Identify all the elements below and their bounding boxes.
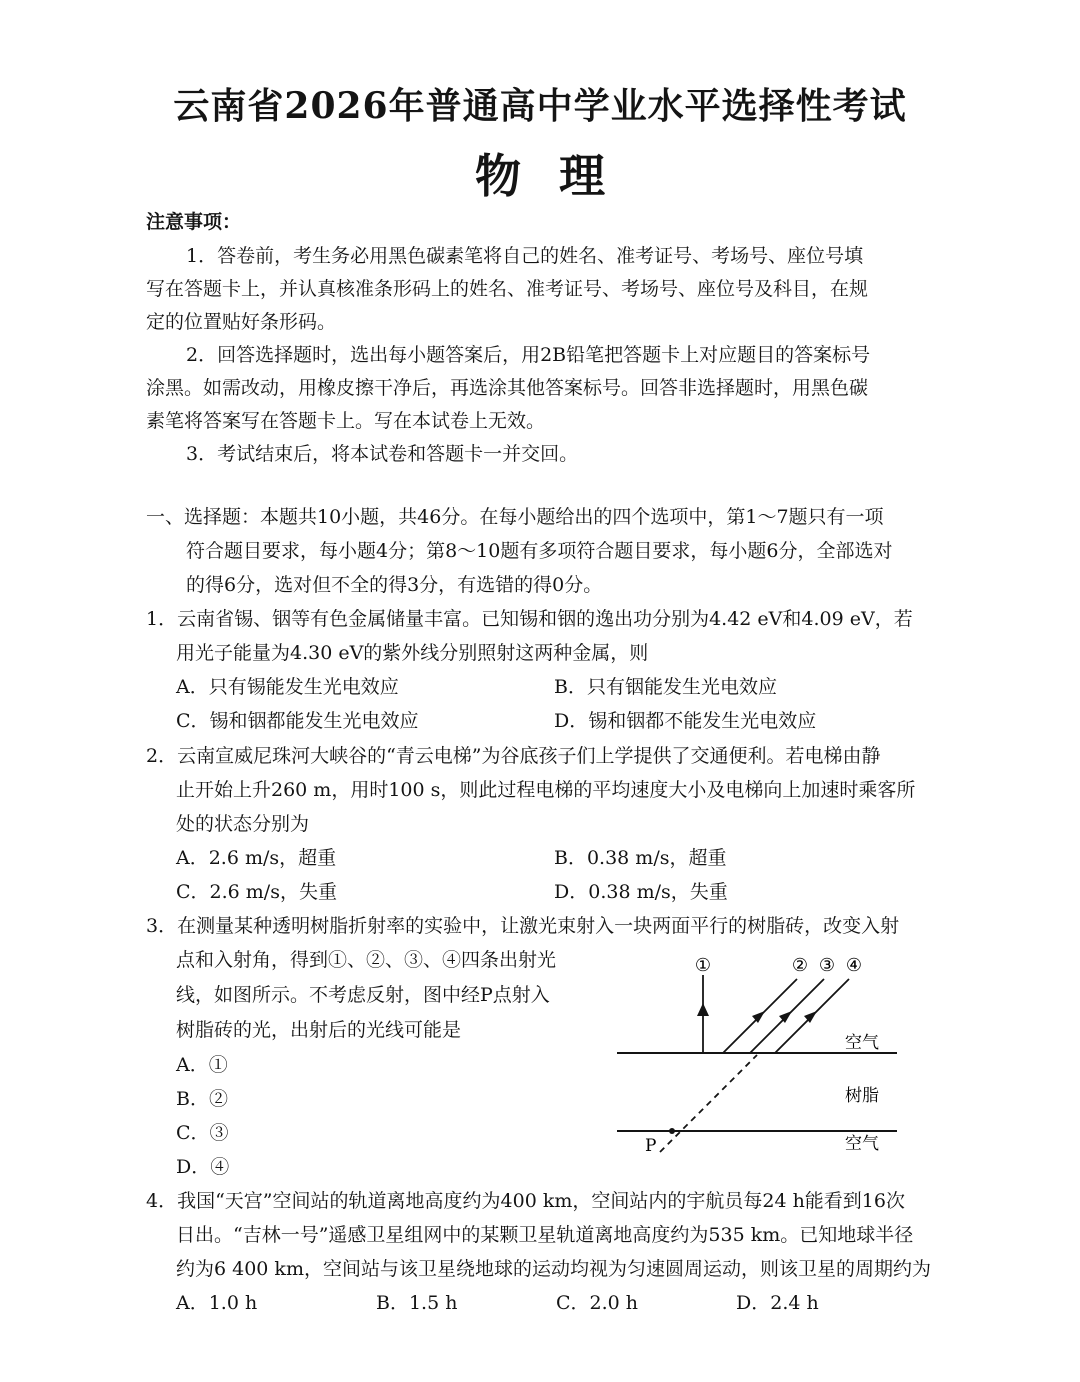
option-d[interactable]: D．锡和铟都不能发生光电效应 xyxy=(554,710,817,732)
ray-label-1: ① xyxy=(694,955,712,976)
exam-title: 云南省2026年普通高中学业水平选择性考试 xyxy=(173,85,907,127)
notice-heading: 注意事项： xyxy=(146,211,242,233)
notice-line: 涂黑。如需改动，用橡皮擦干净后，再选涂其他答案标号。回答非选择题时，用黑色碳 xyxy=(146,377,869,399)
incident-ray-dashed xyxy=(660,1055,757,1152)
option-b[interactable]: B．② xyxy=(176,1088,228,1110)
option-a[interactable]: A．只有锡能发生光电效应 xyxy=(176,676,399,698)
option-c[interactable]: C．③ xyxy=(176,1122,229,1144)
question-line: 处的状态分别为 xyxy=(176,813,310,835)
question-line: 4．我国“天宫”空间站的轨道离地高度约为400 km，空间站内的宇航员每24 h能看到16次 xyxy=(146,1190,905,1212)
option-b[interactable]: B．0.38 m/s，超重 xyxy=(554,847,727,869)
subject-title: 物理 xyxy=(475,149,643,203)
question-line: 3．在测量某种透明树脂折射率的实验中，让激光束射入一块两面平行的树脂砖，改变入射 xyxy=(146,915,900,937)
notice-line: 素笔将答案写在答题卡上。写在本试卷上无效。 xyxy=(146,410,546,432)
section-line: 符合题目要求，每小题4分；第8～10题有多项符合题目要求，每小题6分，全部选对 xyxy=(186,540,893,562)
option-b[interactable]: B．1.5 h xyxy=(376,1292,458,1314)
section-line: 的得6分，选对但不全的得3分，有选错的得0分。 xyxy=(186,574,603,596)
notice-line: 3．考试结束后，将本试卷和答题卡一并交回。 xyxy=(186,443,579,465)
option-c[interactable]: C．锡和铟都能发生光电效应 xyxy=(176,710,419,732)
notice-line: 1．答卷前，考生务必用黑色碳素笔将自己的姓名、准考证号、考场号、座位号填 xyxy=(186,245,864,267)
question-line: 约为6 400 km，空间站与该卫星绕地球的运动均视为匀速圆周运动，则该卫星的周期约为 xyxy=(176,1258,931,1280)
point-p-dot xyxy=(669,1128,675,1134)
option-a[interactable]: A．1.0 h xyxy=(176,1292,258,1314)
region-label-resin: 树脂 xyxy=(845,1086,879,1106)
option-c[interactable]: C．2.6 m/s，失重 xyxy=(176,881,337,903)
notice-line: 写在答题卡上，并认真核准条形码上的姓名、准考证号、考场号、座位号及科目，在规 xyxy=(146,278,869,300)
question-line: 日出。“吉林一号”遥感卫星组网中的某颗卫星轨道离地高度约为535 km。已知地球半径 xyxy=(176,1224,914,1246)
option-a[interactable]: A．2.6 m/s，超重 xyxy=(176,847,337,869)
option-d[interactable]: D．④ xyxy=(176,1156,230,1178)
ray-1-arrow-icon xyxy=(697,1003,709,1016)
question-line: 用光子能量为4.30 eV的紫外线分别照射这两种金属，则 xyxy=(176,642,649,664)
question-line: 树脂砖的光，出射后的光线可能是 xyxy=(176,1019,462,1041)
option-b[interactable]: B．只有铟能发生光电效应 xyxy=(554,676,777,698)
option-d[interactable]: D．2.4 h xyxy=(736,1292,819,1314)
ray-label-3: ③ xyxy=(818,955,836,976)
ray-label-2: ② xyxy=(791,955,809,976)
section-line: 一、选择题：本题共10小题，共46分。在每小题给出的四个选项中，第1～7题只有一项 xyxy=(146,506,884,528)
option-a[interactable]: A．① xyxy=(176,1054,228,1076)
option-c[interactable]: C．2.0 h xyxy=(556,1292,639,1314)
question-line: 1．云南省锡、铟等有色金属储量丰富。已知锡和铟的逸出功分别为4.42 eV和4.09 eV，若 xyxy=(146,608,913,630)
option-d[interactable]: D．0.38 m/s，失重 xyxy=(554,881,728,903)
region-label-air-top: 空气 xyxy=(845,1033,879,1053)
ray-label-4: ④ xyxy=(845,955,863,976)
question-line: 线，如图所示。不考虑反射，图中经P点射入 xyxy=(176,984,550,1006)
region-label-air-bottom: 空气 xyxy=(845,1134,879,1154)
notice-line: 定的位置贴好条形码。 xyxy=(146,311,337,333)
question-line: 止开始上升260 m，用时100 s，则此过程电梯的平均速度大小及电梯向上加速时乘客所 xyxy=(176,779,916,801)
point-label-p: P xyxy=(645,1136,657,1156)
question-line: 2．云南宣威尼珠河大峡谷的“青云电梯”为谷底孩子们上学提供了交通便利。若电梯由静 xyxy=(146,745,881,767)
notice-line: 2．回答选择题时，选出每小题答案后，用2B铅笔把答题卡上对应题目的答案标号 xyxy=(186,344,871,366)
question-line: 点和入射角，得到①、②、③、④四条出射光 xyxy=(176,949,557,971)
